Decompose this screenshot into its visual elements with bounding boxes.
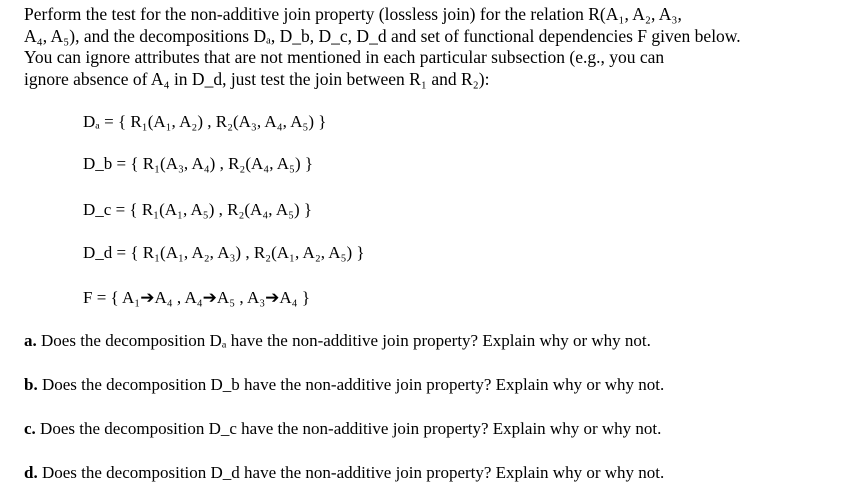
question-c-text: Does the decomposition D_c have the non-additive join property? Explain why or why not.: [35, 419, 662, 438]
question-b-text: Does the decomposition D_b have the non-additive join property? Explain why or why not.: [37, 375, 665, 394]
intro-line-3: You can ignore attributes that are not mentioned in each particular subsection (e.g., you can: [24, 47, 665, 67]
question-a-letter: a.: [24, 331, 37, 350]
question-d-letter: d.: [24, 463, 38, 482]
question-a: [24, 331, 651, 351]
question-d-text: Does the decomposition D_d have the non-additive join property? Explain why or why not.: [37, 463, 665, 482]
question-b-letter: b.: [24, 375, 38, 394]
problem-statement: [24, 4, 844, 90]
intro-line-4: ignore absence of A₄ in D_d, just test the join between R₁ and R₂):: [24, 68, 490, 89]
question-b: [24, 375, 664, 395]
intro-line-1: Perform the test for the non-additive join property (lossless join) for the relation R(A₁, A₂, A₃,: [24, 4, 682, 24]
question-c: [24, 419, 661, 439]
decomposition-dd: D_d = { R₁(A₁, A₂, A₃) , R₂(A₁, A₂, A₅) }: [83, 243, 365, 262]
question-d: [24, 463, 664, 483]
question-c-letter: c.: [24, 419, 36, 438]
intro-line-2: A₄, A₅), and the decompositions Dₐ, D_b, D_c, D_d and set of functional dependencies F given below.: [24, 25, 741, 46]
decomposition-db: D_b = { R₁(A₃, A₄) , R₂(A₄, A₅) }: [83, 154, 314, 173]
decomposition-dc: D_c = { R₁(A₁, A₅) , R₂(A₄, A₅) }: [83, 200, 313, 219]
decomposition-da: Dₐ = { R₁(A₁, A₂) , R₂(A₃, A₄, A₅) }: [83, 112, 327, 131]
functional-dependencies: F = { A₁➔A₄ , A₄➔A₅ , A₃➔A₄ }: [83, 288, 311, 307]
question-a-text: Does the decomposition Dₐ have the non-additive join property? Explain why or why not.: [36, 331, 651, 350]
